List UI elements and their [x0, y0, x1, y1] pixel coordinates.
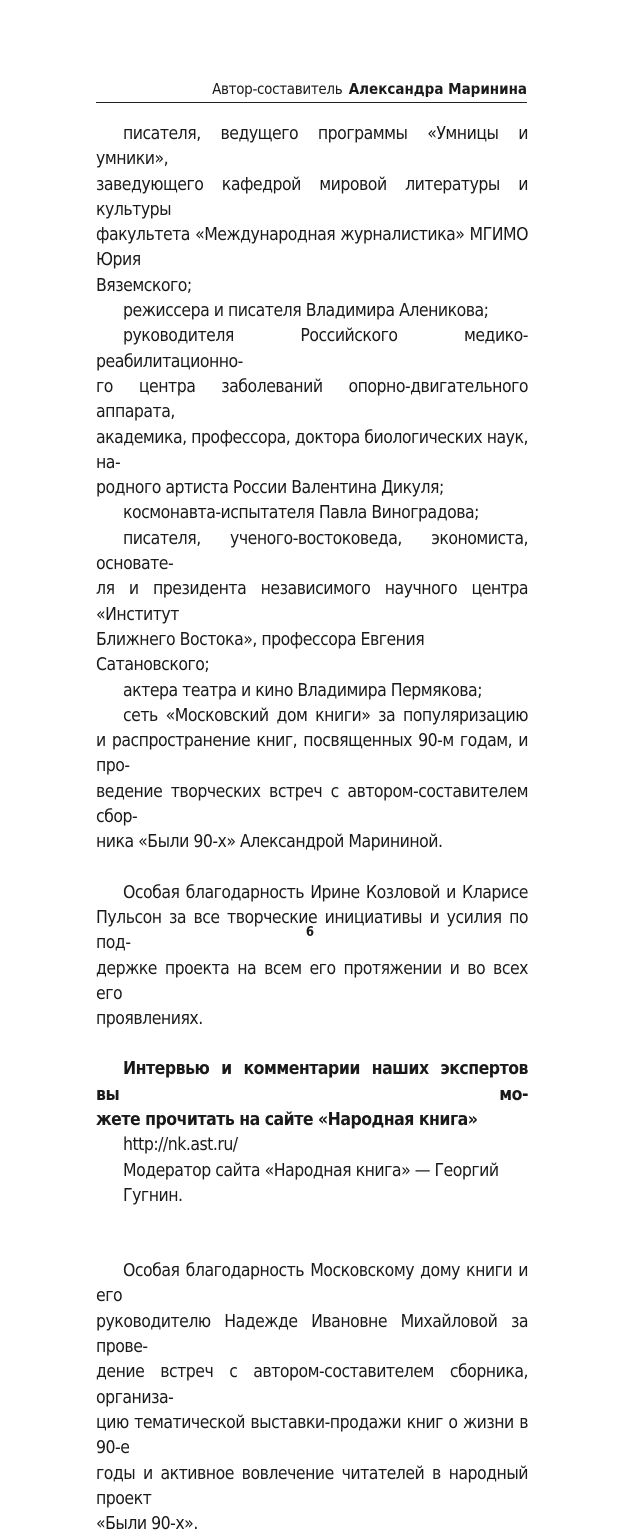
text-line: писателя, ученого-востоковеда, экономиста, основате-: [96, 528, 528, 575]
moderator-line: Модератор сайта «Народная книга» — Георгий Гугнин.: [123, 1160, 499, 1206]
interview-section: [96, 1057, 528, 1209]
text-line: писателя, ведущего программы «Умницы и умники»,: [96, 124, 528, 170]
text-line: держке проекта на всем его протяжении и во всех его: [96, 958, 528, 1004]
text-line: и распространение книг, посвященных 90-м годам, и про-: [96, 731, 528, 777]
thanks-paragraph-1: [96, 881, 528, 1033]
page-body: [96, 122, 528, 1537]
text-line: годы и активное вовлечение читателей в народный проект: [96, 1463, 528, 1509]
text-line: академика, профессора, доктора биологических наук, на-: [96, 427, 528, 473]
text-line: Особая благодарность Московскому дому книги и его: [96, 1261, 528, 1307]
page-number: 6: [305, 925, 315, 940]
text-line: Вяземского;: [96, 275, 192, 296]
text-line: заведующего кафедрой мировой литературы и культуры: [96, 174, 528, 220]
text-line: факультета «Международная журналистика» МГИМО Юрия: [96, 225, 528, 271]
text-line: го центра заболеваний опорно-двигательного аппарата,: [96, 376, 528, 423]
running-header: [96, 80, 527, 98]
text-line: дение встреч с автором-составителем сборника, организа-: [96, 1362, 528, 1408]
text-line: Особая благодарность Ирине Козловой и Кларисе: [123, 882, 528, 903]
text-line: ника «Были 90-х» Александрой Марининой.: [96, 832, 443, 853]
text-line: ведение творческих встреч с автором-составителем сбор-: [96, 781, 528, 828]
text-line: актера театра и кино Владимира Пермякова;: [123, 680, 482, 701]
text-line: проявлениях.: [96, 1009, 203, 1030]
header-label: Автор-составитель: [212, 80, 343, 98]
acknowledgement-list: [96, 122, 528, 856]
text-line: руководителю Надежде Ивановне Михайловой за прове-: [96, 1311, 528, 1358]
text-line: цию тематической выставки-продажи книг о жизни в 90-е: [96, 1412, 528, 1459]
header-rule: [96, 102, 527, 103]
text-line: сеть «Московский дом книги» за популяризацию: [123, 705, 528, 726]
text-line: ля и президента независимого научного центра «Институт: [96, 579, 528, 625]
thanks-paragraph-2: [96, 1259, 528, 1537]
text-line: режиссера и писателя Владимира Аленикова;: [123, 301, 489, 322]
site-url: http://nk.ast.ru/: [123, 1135, 238, 1156]
text-line: Пульсон за все творческие инициативы и усилия по под-: [96, 907, 528, 954]
text-line: руководителя Российского медико-реабилитационно-: [96, 326, 528, 372]
interview-heading-line: Интервью и комментарии наших экспертов вы мо-: [96, 1059, 528, 1105]
text-line: «Были 90-х».: [96, 1514, 198, 1535]
header-author-name: Александра Маринина: [348, 80, 527, 98]
interview-heading-line: жете прочитать на сайте «Народная книга»: [96, 1109, 478, 1130]
text-line: космонавта-испытателя Павла Виноградова;: [123, 503, 479, 524]
text-line: Ближнего Востока», профессора Евгения Сатановского;: [96, 629, 425, 676]
text-line: родного артиста России Валентина Дикуля;: [96, 478, 444, 499]
